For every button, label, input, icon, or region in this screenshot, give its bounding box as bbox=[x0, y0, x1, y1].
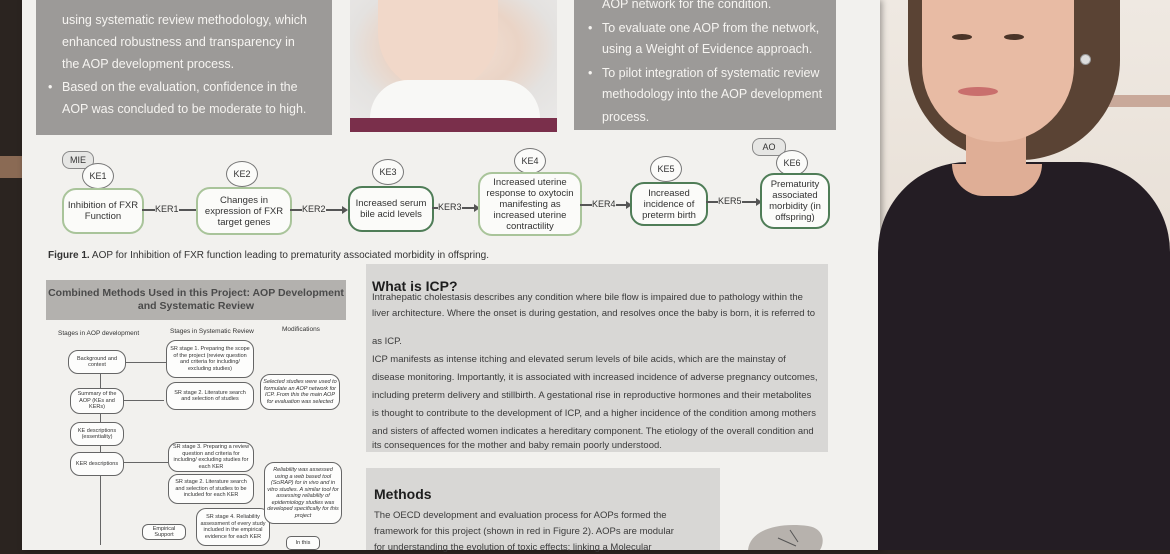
sr-stage-3-box: SR stage 3. Preparing a review question and criteria for including/ excluding studies for each KER bbox=[168, 442, 254, 472]
ke3-node: Increased serum bile acid levels bbox=[348, 186, 434, 232]
methods-section bbox=[366, 468, 720, 553]
ke6-label: KE6 bbox=[776, 150, 808, 176]
ke3-label: KE3 bbox=[372, 159, 404, 185]
col-aop-header: Stages in AOP development bbox=[58, 330, 140, 337]
baby-shirt bbox=[370, 80, 540, 118]
person-dress bbox=[878, 162, 1170, 550]
ker2-label: KER2 bbox=[302, 204, 326, 214]
ke5-label: KE5 bbox=[650, 156, 682, 182]
icp-text-line: including preterm delivery and stillbirth. A gestational rise in reproductive hormones and their metabolites bbox=[372, 390, 812, 401]
ke2-node: Changes in expression of FXR target genes bbox=[196, 187, 292, 235]
methods-chart-heading: Combined Methods Used in this Project: AOP Development and Systematic Review bbox=[46, 280, 346, 320]
conclusion-line: using systematic review methodology, which bbox=[62, 13, 308, 27]
left-eye bbox=[952, 34, 972, 40]
aims-panel bbox=[574, 0, 836, 130]
icp-text-line: liver architecture. Where the onset is during gestation, and resolves once the baby is born, it is referred to bbox=[372, 308, 816, 319]
methods-text-line: for understanding the evolution of toxic effects; linking a Molecular bbox=[374, 542, 652, 553]
icp-section bbox=[366, 264, 828, 452]
conclusion-panel bbox=[36, 0, 332, 135]
ke1-label: KE1 bbox=[82, 163, 114, 189]
icp-text-line: Intrahepatic cholestasis describes any condition where bile flow is impaired due to pathology within the bbox=[372, 292, 803, 303]
aims-line: methodology into the AOP development bbox=[602, 87, 823, 101]
ke4-label: KE4 bbox=[514, 148, 546, 174]
connector bbox=[124, 462, 168, 463]
ker1-label: KER1 bbox=[155, 204, 179, 214]
figure-1-caption bbox=[48, 250, 489, 261]
ke6-node: Prematurity associated morbidity (in offspring) bbox=[760, 173, 830, 229]
photo-color-band bbox=[350, 118, 557, 132]
icp-text-line: ICP manifests as intense itching and elevated serum levels of bile acids, which are the mainstay of bbox=[372, 354, 786, 365]
ker3-label: KER3 bbox=[438, 202, 462, 212]
ke2-label: KE2 bbox=[226, 161, 258, 187]
aop-box-ke: KE descriptions (essentiality) bbox=[70, 422, 124, 446]
ker5-label: KER5 bbox=[718, 196, 742, 206]
aims-line: AOP network for the condition. bbox=[602, 0, 772, 11]
ke4-node: Increased uterine response to oxytocin manifesting as increased uterine contractility bbox=[478, 172, 582, 236]
ke1-node: Inhibition of FXR Function bbox=[62, 188, 144, 234]
col-mod-header: Modifications bbox=[282, 326, 320, 333]
icp-text-line: disease monitoring. Importantly, it is associated with increased incidence of adverse pregnancy outcomes, bbox=[372, 372, 818, 383]
icp-text-line: its consequences for the mother and baby remain poorly understood. bbox=[372, 440, 662, 451]
icp-text-line: is thought to contribute to the development of ICP, and a higher incidence of the condition among mothers bbox=[372, 408, 816, 419]
col-sr-header: Stages in Systematic Review bbox=[170, 328, 254, 335]
liver-illustration bbox=[738, 516, 828, 550]
conclusion-line: enhanced robustness and transparency in bbox=[62, 35, 295, 49]
methods-text-line: framework for this project (shown in red in Figure 2). AOPs are modular bbox=[374, 526, 674, 537]
aims-line: using a Weight of Evidence approach. bbox=[602, 42, 813, 56]
sr-stage-4-box: SR stage 4. Reliability assessment of every study included in the empirical evidence for each KER bbox=[196, 508, 270, 546]
right-eye bbox=[1004, 34, 1024, 40]
mie-tag: MIE bbox=[62, 151, 94, 169]
mod-network-box: Selected studies were used to formulate an AOP network for ICP. From this the main AOP for evaluation was selected bbox=[260, 374, 340, 410]
aims-bullet: • To pilot integration of systematic review bbox=[602, 63, 819, 83]
icp-text-line: as ICP. bbox=[372, 336, 402, 347]
sr-stage-2b-box: SR stage 2. Literature search and selection of studies to be included for each KER bbox=[168, 474, 254, 504]
aop-box-background: Background and context bbox=[68, 350, 126, 374]
icp-text-line: and sisters of affected women indicates a hereditary component. The etiology of the overall condition and bbox=[372, 426, 814, 437]
sr-stage-1-box: SR stage 1. Preparing the scope of the project (review question and criteria for including/ excluding studies) bbox=[166, 340, 254, 378]
in-this-box: In this bbox=[286, 536, 320, 550]
person-lips bbox=[958, 87, 998, 96]
conclusion-bullet: • Based on the evaluation, confidence in the bbox=[62, 77, 298, 97]
ker4-label: KER4 bbox=[592, 199, 616, 209]
conclusion-line: the AOP development process. bbox=[62, 57, 235, 71]
icp-heading: What is ICP? bbox=[372, 278, 458, 294]
empirical-support-box: Empirical Support bbox=[142, 524, 186, 540]
figure-1-text: AOP for Inhibition of FXR function leading to prematurity associated morbidity in offspring. bbox=[91, 250, 489, 261]
conclusion-line: AOP was concluded to be moderate to high. bbox=[62, 102, 307, 116]
figure-1-label: Figure 1. bbox=[48, 250, 90, 261]
mod-reliability-box: Reliability was assessed using a web based tool (SciRAP) for in vivo and in vitro studies. A similar tool for assessing reliability of epidemiology studies was developed specifically for this project bbox=[264, 462, 342, 524]
aims-line: process. bbox=[602, 110, 650, 124]
earring bbox=[1080, 54, 1091, 65]
methods-heading: Methods bbox=[374, 486, 432, 502]
sr-stage-2-box: SR stage 2. Literature search and selection of studies bbox=[166, 382, 254, 410]
ke5-node: Increased incidence of preterm birth bbox=[630, 182, 708, 226]
ao-tag: AO bbox=[752, 138, 786, 156]
aop-box-ker: KER descriptions bbox=[70, 452, 124, 476]
methods-text-line: The OECD development and evaluation process for AOPs formed the bbox=[374, 510, 667, 521]
connector bbox=[124, 400, 164, 401]
aims-bullet: • To evaluate one AOP from the network, bbox=[602, 18, 819, 38]
aop-box-summary: Summary of the AOP (KEs and KERs) bbox=[70, 388, 124, 414]
connector bbox=[126, 362, 166, 363]
